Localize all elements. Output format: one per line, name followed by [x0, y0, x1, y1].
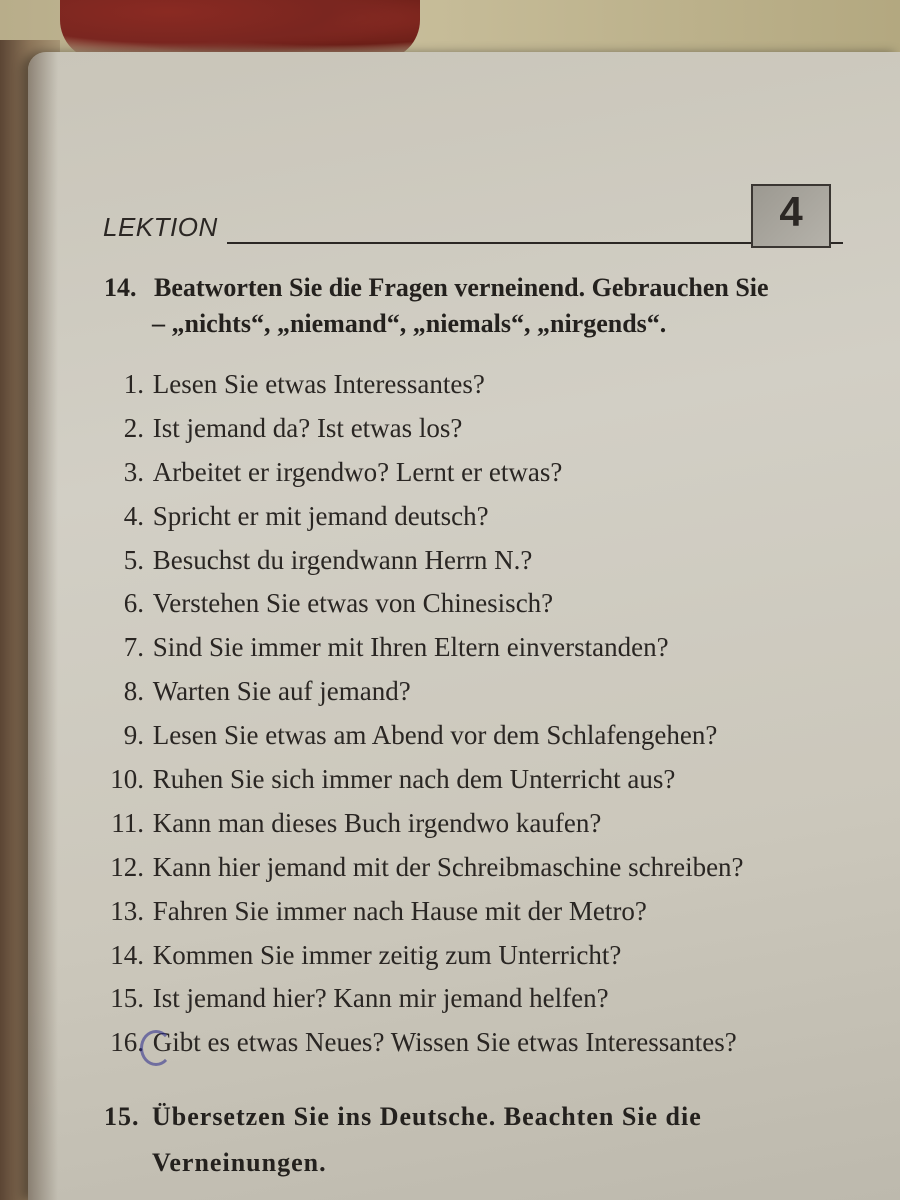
question-item [100, 847, 860, 891]
question-number: 11. [111, 807, 144, 838]
question-text: Gibt es etwas Neues? Wissen Sie etwas Interessantes? [152, 1027, 737, 1058]
question-text: Besuchst du irgendwann Herrn N.? [152, 544, 533, 575]
question-text: Spricht er mit jemand deutsch? [152, 500, 489, 531]
task-15-line-2: Verneinungen. [152, 1148, 327, 1177]
question-item [100, 627, 860, 671]
task-14-line-2: – „nichts“, „niemand“, „niemals“, „nirgends“. [152, 309, 667, 338]
question-number: 5. [123, 544, 144, 575]
task-14-instruction [104, 270, 844, 342]
question-item [100, 715, 860, 759]
question-item [100, 803, 860, 847]
question-number: 9. [123, 720, 144, 751]
question-number: 1. [123, 369, 144, 399]
question-number: 14. [110, 939, 144, 970]
question-text: Kann man dieses Buch irgendwo kaufen? [152, 807, 602, 838]
chapter-number: 4 [779, 188, 803, 235]
question-number: 8. [123, 676, 144, 707]
question-text: Kommen Sie immer zeitig zum Unterricht? [152, 939, 622, 970]
question-number: 4. [123, 500, 144, 531]
question-text: Sind Sie immer mit Ihren Eltern einverstanden? [152, 632, 669, 663]
question-item [100, 759, 860, 803]
chapter-number-box [751, 184, 831, 248]
lektion-label: LEKTION [103, 212, 218, 242]
question-item [100, 583, 860, 627]
task-14-line-1: Beatworten Sie die Fragen verneinend. Gebrauchen Sie [154, 273, 769, 302]
question-text: Warten Sie auf jemand? [152, 676, 411, 707]
question-item [100, 671, 860, 715]
question-number: 3. [123, 456, 144, 487]
question-item [100, 540, 860, 584]
question-item [100, 1022, 860, 1066]
question-text: Ruhen Sie sich immer nach dem Unterricht aus? [152, 764, 676, 795]
question-number: 7. [123, 632, 144, 663]
question-item [100, 452, 860, 496]
question-text: Lesen Sie etwas Interessantes? [152, 369, 485, 399]
question-item [100, 364, 860, 408]
question-text: Verstehen Sie etwas von Chinesisch? [152, 588, 554, 619]
question-number: 10. [110, 764, 144, 795]
task-15-line-1: Übersetzen Sie ins Deutsche. Beachten Sie die [152, 1102, 702, 1131]
question-number: 2. [123, 412, 144, 443]
question-item [100, 978, 860, 1022]
handwritten-ink-mark [140, 1030, 172, 1066]
question-text: Lesen Sie etwas am Abend vor dem Schlafengehen? [152, 720, 718, 751]
question-number: 6. [123, 588, 144, 619]
question-text: Fahren Sie immer nach Hause mit der Metro? [152, 895, 647, 926]
cloth-pattern [60, 0, 420, 60]
page-header [103, 188, 833, 252]
question-item [100, 496, 860, 540]
question-item [100, 935, 860, 979]
question-number: 15. [110, 983, 144, 1014]
question-text: Kann hier jemand mit der Schreibmaschine schreiben? [152, 851, 744, 882]
question-text: Arbeitet er irgendwo? Lernt er etwas? [152, 456, 563, 487]
question-item [100, 891, 860, 935]
question-item [100, 408, 860, 452]
task-14-number: 14. [104, 273, 137, 302]
question-text: Ist jemand hier? Kann mir jemand helfen? [152, 983, 609, 1014]
task-15-number: 15. [104, 1102, 140, 1131]
task-15-instruction [104, 1094, 854, 1186]
question-list [100, 364, 860, 1066]
question-number: 12. [110, 851, 144, 882]
page-gutter-shadow [28, 52, 58, 1200]
question-number: 16. [110, 1027, 144, 1058]
question-number: 13. [110, 895, 144, 926]
question-text: Ist jemand da? Ist etwas los? [152, 412, 463, 443]
